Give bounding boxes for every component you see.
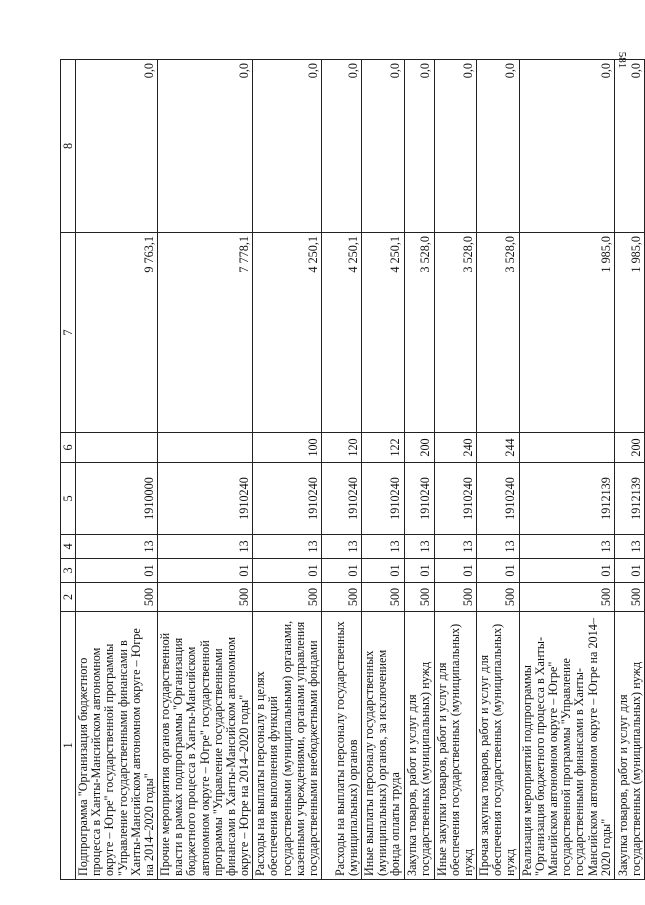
cell-ministry: 500 [614,583,644,612]
cell-section: 01 [434,559,477,583]
cell-amount-2: 0,0 [519,60,614,233]
cell-subsection: 13 [477,535,520,559]
cell-amount-2: 0,0 [253,60,322,233]
cell-target-item: 1910000 [76,463,158,535]
cell-section: 01 [477,559,520,583]
cell-subsection: 13 [434,535,477,559]
cell-expense-type [76,433,158,463]
cell-amount: 1 985,0 [519,233,614,433]
cell-target-item: 1910240 [253,463,322,535]
cell-expense-type: 200 [614,433,644,463]
cell-expense-type: 240 [434,433,477,463]
cell-ministry: 500 [322,583,362,612]
cell-amount: 4 250,1 [362,233,405,433]
table-row [404,60,434,880]
table-row [322,60,362,880]
table-row [158,60,253,880]
cell-ministry: 500 [434,583,477,612]
cell-amount: 9 763,1 [76,233,158,433]
cell-target-item: 1910240 [404,463,434,535]
cell-amount: 4 250,1 [322,233,362,433]
cell-amount: 4 250,1 [253,233,322,433]
cell-amount: 1 985,0 [614,233,644,433]
row-name: Иные закупки товаров, работ и услуг для обеспечения государственных (муниципальных) нужд [434,612,477,880]
cell-target-item: 1910240 [158,463,253,535]
header-cell: 4 [61,535,76,559]
cell-ministry: 500 [477,583,520,612]
cell-expense-type [519,433,614,463]
cell-target-item: 1912139 [519,463,614,535]
cell-target-item: 1910240 [322,463,362,535]
table-row [614,60,644,880]
cell-target-item: 1912139 [614,463,644,535]
cell-ministry: 500 [76,583,158,612]
header-cell: 3 [61,559,76,583]
cell-amount-2: 0,0 [614,60,644,233]
cell-section: 01 [322,559,362,583]
row-name: Прочие мероприятия органов государственной власти в рамках подпрограммы "Организация бюджетного процесса в Ханты-Мансийском автономном округе – Югре" государственной программы "Управление государственными финансами в Ханты-Мансийском автономном округе – Югре на 2014–2020 годы" [158,612,253,880]
cell-expense-type: 122 [362,433,405,463]
cell-amount-2: 0,0 [477,60,520,233]
row-name: Расходы на выплаты персоналу в целях обеспечения выполнения функций государственными (муниципальными) органами, казенными учреждениями, органами управления государственными внебюджетными фондами [253,612,322,880]
cell-subsection: 13 [614,535,644,559]
header-cell: 1 [61,612,76,880]
cell-subsection: 13 [158,535,253,559]
row-name: Закупка товаров, работ и услуг для государственных (муниципальных) нужд [404,612,434,880]
cell-expense-type: 200 [404,433,434,463]
cell-subsection: 13 [253,535,322,559]
cell-amount-2: 0,0 [362,60,405,233]
cell-expense-type: 120 [322,433,362,463]
row-name: Расходы на выплаты персоналу государственных (муниципальных) органов [322,612,362,880]
cell-section: 01 [362,559,405,583]
row-name: Реализация мероприятий подпрограммы "Организация бюджетного процесса в Ханты-Мансийском автономном округе – Югре" государственной программы "Управление государственными финансами в Ханты-Мансийском автономном округе – Югре на 2014–2020 годы" [519,612,614,880]
cell-subsection: 13 [404,535,434,559]
cell-amount-2: 0,0 [322,60,362,233]
cell-section: 01 [614,559,644,583]
header-cell: 2 [61,583,76,612]
cell-amount: 7 778,1 [158,233,253,433]
cell-amount-2: 0,0 [434,60,477,233]
row-name: Иные выплаты персоналу государственных (муниципальных) органов, за исключением фонда оплаты труда [362,612,405,880]
cell-ministry: 500 [362,583,405,612]
page-number: 581 [616,51,628,69]
cell-target-item: 1910240 [362,463,405,535]
cell-section: 01 [76,559,158,583]
cell-ministry: 500 [519,583,614,612]
header-cell: 7 [61,233,76,433]
cell-ministry: 500 [253,583,322,612]
table-header-row [61,60,76,880]
table-row [362,60,405,880]
cell-ministry: 500 [404,583,434,612]
cell-expense-type: 244 [477,433,520,463]
cell-section: 01 [158,559,253,583]
cell-expense-type [158,433,253,463]
cell-subsection: 13 [322,535,362,559]
header-cell: 6 [61,433,76,463]
cell-section: 01 [404,559,434,583]
table-row [434,60,477,880]
cell-subsection: 13 [362,535,405,559]
cell-section: 01 [519,559,614,583]
cell-target-item: 1910240 [434,463,477,535]
table-row [519,60,614,880]
cell-amount-2: 0,0 [158,60,253,233]
cell-amount: 3 528,0 [404,233,434,433]
cell-expense-type: 100 [253,433,322,463]
budget-table [60,59,645,880]
row-name: Подпрограмма "Организация бюджетного процесса в Ханты-Мансийском автономном округе – Югре" государственной программы "Управление государственными финансами в Ханты-Мансийском автономном округе – Югре на 2014–2020 годы" [76,612,158,880]
table-row [477,60,520,880]
cell-subsection: 13 [519,535,614,559]
cell-amount-2: 0,0 [404,60,434,233]
table-row [253,60,322,880]
cell-amount-2: 0,0 [76,60,158,233]
cell-target-item: 1910240 [477,463,520,535]
cell-section: 01 [253,559,322,583]
header-cell: 8 [61,60,76,233]
cell-amount: 3 528,0 [477,233,520,433]
cell-amount: 3 528,0 [434,233,477,433]
header-cell: 5 [61,463,76,535]
cell-subsection: 13 [76,535,158,559]
cell-ministry: 500 [158,583,253,612]
table-row [76,60,158,880]
row-name: Прочая закупка товаров, работ и услуг для обеспечения государственных (муниципальных) нужд [477,612,520,880]
row-name: Закупка товаров, работ и услуг для государственных (муниципальных) нужд [614,612,644,880]
